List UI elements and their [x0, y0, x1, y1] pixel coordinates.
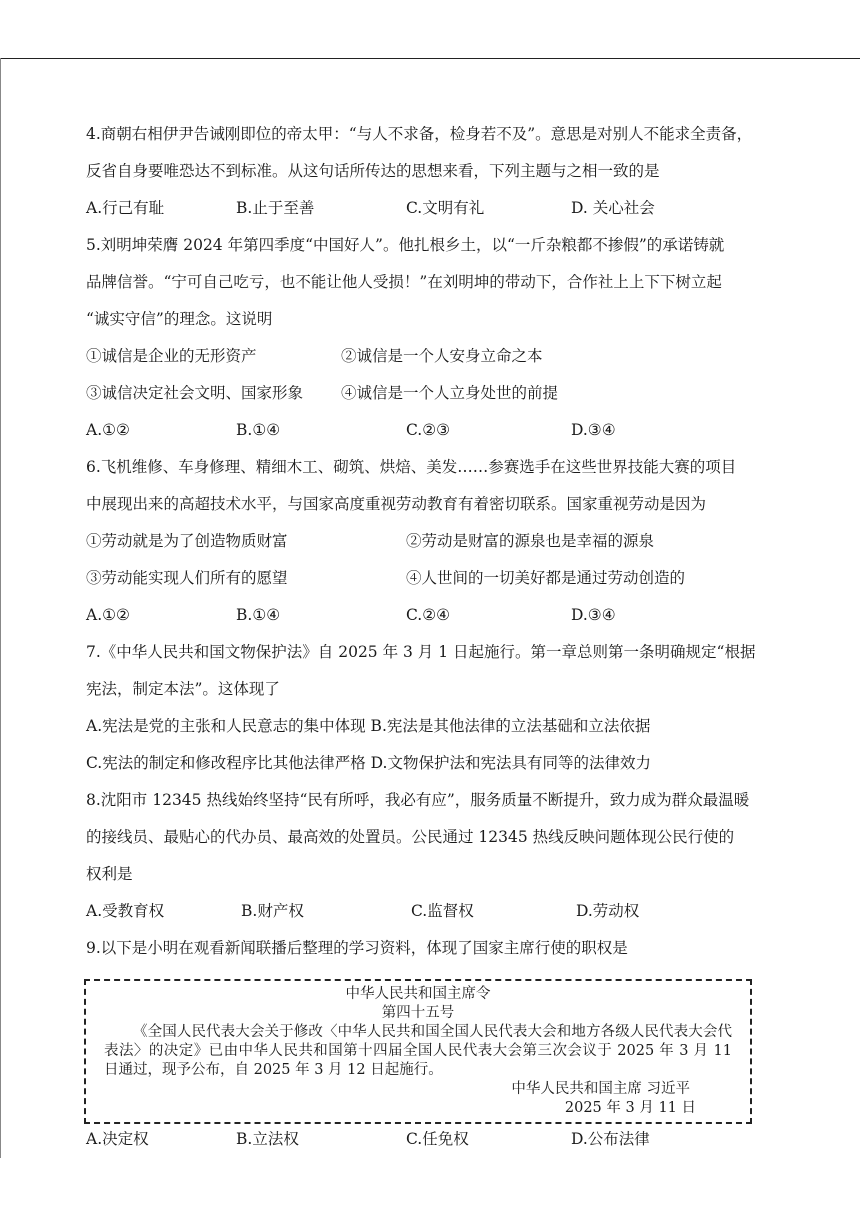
option-b: B.止于至善 [236, 199, 315, 217]
question-5-stem-line-2: 品牌信誉。“宁可自己吃亏，也不能让他人受损！”在刘明坤的带动下，合作社上上下下树立起 [86, 273, 722, 291]
question-4-stem-line-2: 反省自身要唯恐达不到标准。从这句话所传达的思想来看，下列主题与之相一致的是 [86, 162, 660, 180]
question-5-stem-line-1: 5.刘明坤荣膺 2024 年第四季度“中国好人”。他扎根乡土，以“一斤杂粮都不掺假”的承诺铸就 [86, 236, 725, 254]
option-c: C.监督权 [411, 902, 474, 920]
option-d: D. 关心社会 [571, 199, 655, 217]
page-top-border [0, 58, 860, 59]
question-6-items-row-2 [86, 560, 786, 597]
question-9-stem: 9.以下是小明在观看新闻联播后整理的学习资料，体现了国家主席行使的职权是 [86, 939, 628, 957]
option-b: B.立法权 [236, 1130, 299, 1148]
notice-body: 《全国人民代表大会关于修改〈中华人民共和国全国人民代表大会和地方各级人民代表大会代表法〉的决定》已由中华人民共和国第十四届全国人民代表大会第三次会议于 2025 年 3 月 11 日通过，现予公布，自 2025 年 3 月 12 日起施行。 [104, 1024, 732, 1078]
presidential-order-notice [84, 979, 752, 1124]
question-7-stem-line-1: 7.《中华人民共和国文物保护法》自 2025 年 3 月 1 日起施行。第一章总则第一条明确规定“根据 [86, 643, 756, 661]
option-b: B.①④ [236, 421, 281, 439]
question-8-options [86, 893, 786, 930]
question-4-stem-line-1: 4.商朝右相伊尹告诫刚即位的帝太甲：“与人不求备，检身若不及”。意思是对别人不能求全责备， [86, 125, 753, 143]
option-a: A.受教育权 [86, 902, 165, 920]
statement-4: ④诚信是一个人立身处世的前提 [341, 384, 559, 402]
option-b: B.①④ [236, 606, 281, 624]
question-6-items-row-1 [86, 523, 786, 560]
notice-date: 2025 年 3 月 11 日 [564, 1100, 696, 1116]
option-d: D.劳动权 [576, 902, 640, 920]
statement-3: ③诚信决定社会文明、国家形象 [86, 384, 304, 402]
question-7 [86, 634, 786, 782]
option-a: A.①② [86, 421, 130, 439]
statement-4: ④人世间的一切美好都是通过劳动创造的 [406, 569, 686, 587]
notice-signer: 中华人民共和国主席 习近平 [511, 1081, 690, 1097]
question-5-stem-line-3: “诚实守信”的理念。这说明 [86, 310, 273, 328]
option-c: C.②④ [406, 606, 451, 624]
question-7-options-line-2: C.宪法的制定和修改程序比其他法律严格 D.文物保护法和宪法具有同等的法律效力 [86, 754, 651, 772]
question-5-items-row-2 [86, 375, 786, 412]
statement-2: ②劳动是财富的源泉也是幸福的源泉 [406, 532, 655, 550]
question-6-stem-line-2: 中展现出来的高超技术水平，与国家高度重视劳动教育有着密切联系。国家重视劳动是因为 [86, 495, 707, 513]
option-c: C.文明有礼 [406, 199, 485, 217]
option-d: D.③④ [571, 421, 616, 439]
notice-number: 第四十五号 [381, 1005, 455, 1021]
option-a: A.行己有耻 [86, 199, 165, 217]
question-7-stem-line-2: 宪法，制定本法”。这体现了 [86, 680, 280, 698]
option-d: D.③④ [571, 606, 616, 624]
question-5-options [86, 412, 786, 449]
page-left-border [0, 58, 1, 1158]
statement-1: ①诚信是企业的无形资产 [86, 347, 257, 365]
question-6-stem-line-1: 6.飞机维修、车身修理、精细木工、砌筑、烘焙、美发……参赛选手在这些世界技能大赛的项目 [86, 458, 737, 476]
statement-3: ③劳动能实现人们所有的愿望 [86, 569, 288, 587]
question-6 [86, 449, 786, 634]
option-b: B.财产权 [241, 902, 304, 920]
notice-title: 中华人民共和国主席令 [345, 986, 491, 1002]
question-8 [86, 782, 786, 930]
statement-1: ①劳动就是为了创造物质财富 [86, 532, 288, 550]
question-8-stem-line-3: 权利是 [86, 865, 133, 883]
question-4 [86, 116, 786, 227]
option-a: A.①② [86, 606, 130, 624]
question-6-options [86, 597, 786, 634]
question-4-options [86, 190, 786, 227]
question-9 [86, 930, 786, 1154]
option-c: C.②③ [406, 421, 451, 439]
question-8-stem-line-2: 的接线员、最贴心的代办员、最高效的处置员。公民通过 12345 热线反映问题体现公民行使的 [86, 828, 735, 846]
question-9-options [86, 1124, 786, 1154]
question-5 [86, 227, 786, 449]
question-5-items-row-1 [86, 338, 786, 375]
statement-2: ②诚信是一个人安身立命之本 [341, 347, 543, 365]
question-7-options-line-1: A.宪法是党的主张和人民意志的集中体现 B.宪法是其他法律的立法基础和立法依据 [86, 717, 651, 735]
option-c: C.任免权 [406, 1130, 469, 1148]
exam-page-content [86, 116, 786, 1154]
option-d: D.公布法律 [571, 1130, 650, 1148]
question-8-stem-line-1: 8.沈阳市 12345 热线始终坚持“民有所呼，我必有应”，服务质量不断提升，致力成为群众最温暖 [86, 791, 750, 809]
option-a: A.决定权 [86, 1130, 149, 1148]
